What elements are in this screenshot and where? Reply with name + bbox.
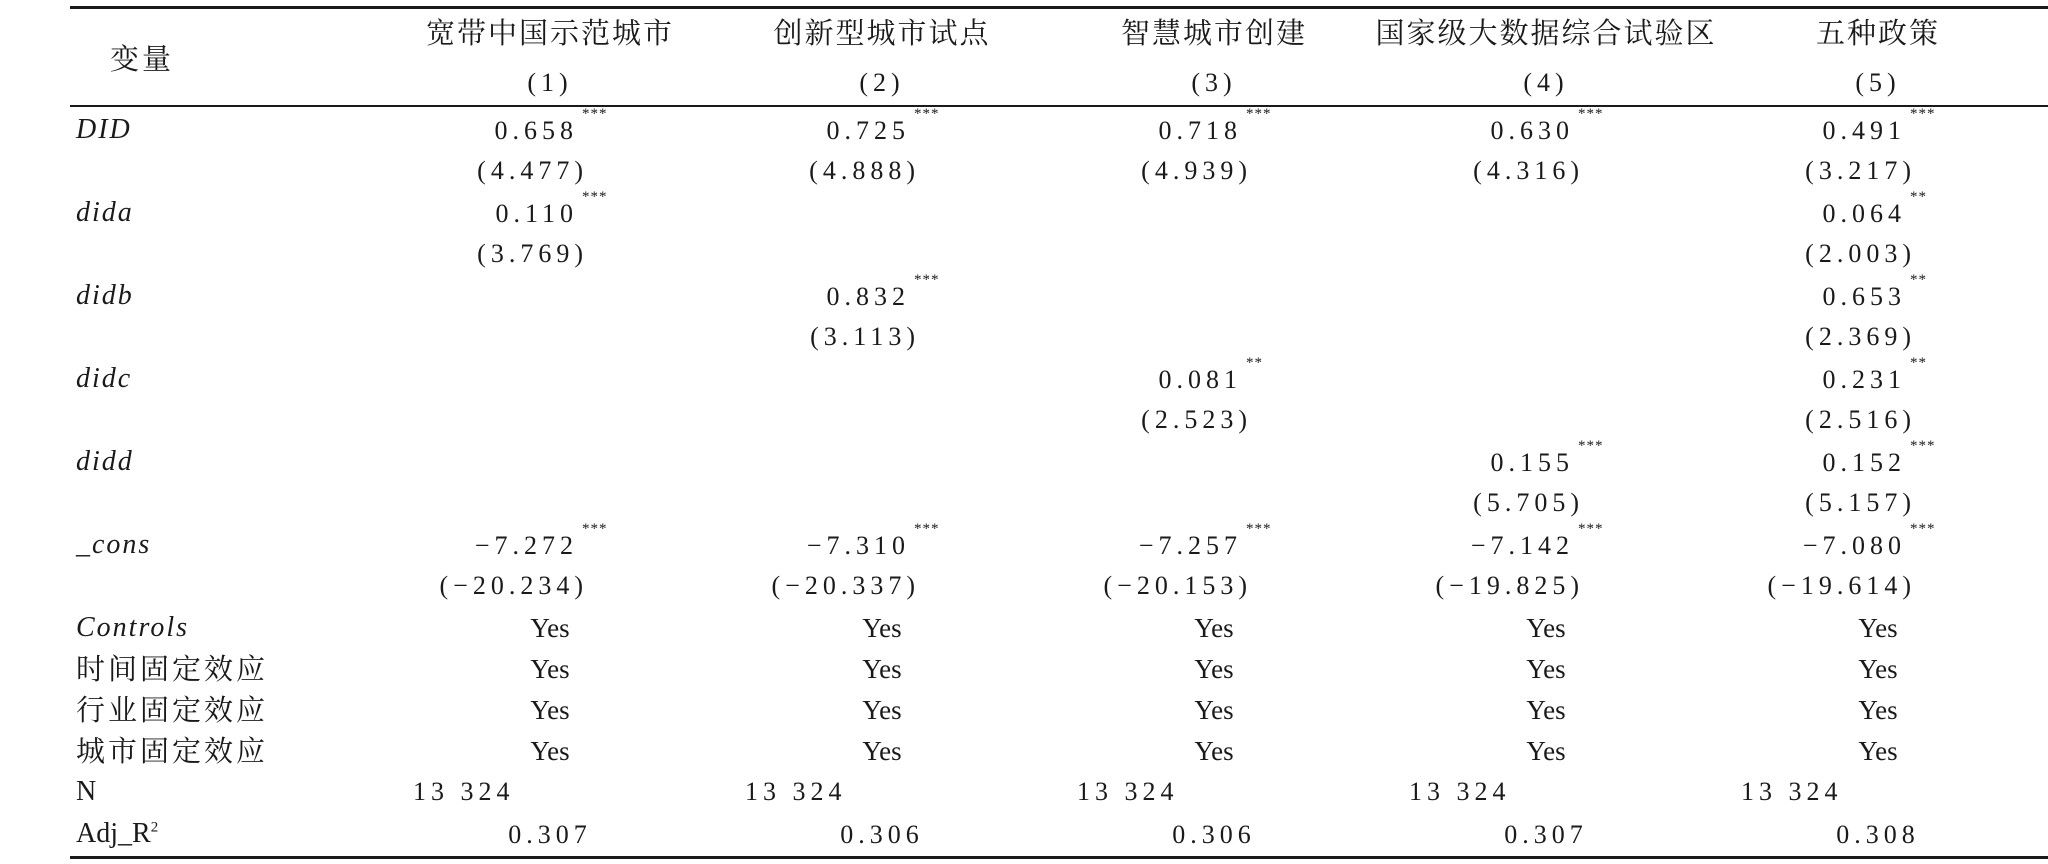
control-indicator: Yes <box>862 613 902 643</box>
adj-r2-value: 0.307 <box>1504 820 1588 849</box>
adj-r2-superscript: 2 <box>150 819 159 836</box>
significance-stars: *** <box>1910 438 1936 454</box>
t-statistic: (4.316) <box>1473 156 1584 185</box>
significance-stars: *** <box>1578 106 1604 122</box>
coefficient-cell <box>826 106 940 145</box>
t-statistic: (3.217) <box>1805 156 1916 185</box>
significance-stars: *** <box>1578 521 1604 537</box>
coefficient-value: 0.081 ** <box>1158 355 1263 394</box>
coefficient-cell <box>1490 106 1604 145</box>
row-label: didc <box>76 363 133 394</box>
significance-stars: *** <box>914 272 940 288</box>
coefficient-value: 0.718 *** <box>1158 106 1272 145</box>
control-indicator: Yes <box>1858 613 1898 643</box>
control-indicator: Yes <box>530 695 570 725</box>
row-label: DID <box>76 114 132 145</box>
coefficient-value: 0.155 *** <box>1490 438 1604 477</box>
control-indicator: Yes <box>1858 654 1898 684</box>
coefficient-value: 0.653 ** <box>1822 272 1927 311</box>
adj-r2-value: 0.308 <box>1836 820 1920 849</box>
coefficient-value: 0.491 *** <box>1822 106 1936 145</box>
coefficient-cell <box>1138 521 1272 560</box>
significance-stars: *** <box>914 521 940 537</box>
coefficient-cell <box>474 521 608 560</box>
significance-stars: *** <box>582 189 608 205</box>
control-row-label: 行业固定效应 <box>76 693 269 727</box>
significance-stars: *** <box>1910 521 1936 537</box>
t-statistic: (2.516) <box>1805 405 1916 434</box>
t-statistic: (−20.337) <box>771 571 920 600</box>
observations-count: 13 324 <box>413 777 515 806</box>
coefficient-value: −7.257 *** <box>1138 521 1272 560</box>
table-bottom-rule <box>70 856 2048 859</box>
t-statistic: (2.003) <box>1805 239 1916 268</box>
significance-stars: ** <box>1910 355 1927 371</box>
significance-stars: *** <box>914 106 940 122</box>
significance-stars: ** <box>1246 355 1263 371</box>
control-indicator: Yes <box>862 695 902 725</box>
significance-stars: *** <box>582 106 608 122</box>
coefficient-cell <box>1802 521 1936 560</box>
table-top-rule <box>70 6 2048 9</box>
t-statistic: (−19.825) <box>1435 571 1584 600</box>
control-row-label: 城市固定效应 <box>76 734 269 768</box>
control-indicator: Yes <box>1194 613 1234 643</box>
coefficient-cell <box>495 189 608 228</box>
significance-stars: ** <box>1910 189 1927 205</box>
observations-count: 13 324 <box>745 777 847 806</box>
coefficient-cell <box>1158 355 1263 394</box>
coefficient-value: 0.832 *** <box>826 272 940 311</box>
coefficient-cell <box>1158 106 1272 145</box>
coefficient-value: 0.110 *** <box>495 189 608 228</box>
observations-count: 13 324 <box>1741 777 1843 806</box>
row-label: _cons <box>76 529 152 560</box>
t-statistic: (4.939) <box>1141 156 1252 185</box>
control-indicator: Yes <box>1194 654 1234 684</box>
row-label: didd <box>76 446 134 477</box>
control-row-label: 时间固定效应 <box>76 652 269 686</box>
coefficient-cell <box>1822 189 1927 228</box>
control-indicator: Yes <box>862 736 902 766</box>
coefficient-value: −7.142 *** <box>1470 521 1604 560</box>
coefficient-cell <box>1822 272 1927 311</box>
column-title: 创新型城市试点 <box>773 16 991 50</box>
t-statistic: (−20.153) <box>1103 571 1252 600</box>
coefficient-cell <box>1822 438 1936 477</box>
column-number: (4) <box>1523 68 1569 97</box>
observations-count: 13 324 <box>1409 777 1511 806</box>
row-label: dida <box>76 197 134 228</box>
coefficient-value: −7.080 *** <box>1802 521 1936 560</box>
control-indicator: Yes <box>1858 736 1898 766</box>
t-statistic: (2.369) <box>1805 322 1916 351</box>
coefficient-value: 0.630 *** <box>1490 106 1604 145</box>
significance-stars: *** <box>1578 438 1604 454</box>
adj-r2-label <box>76 820 158 848</box>
adj-r2-value: 0.306 <box>840 820 924 849</box>
coefficient-cell <box>1470 521 1604 560</box>
coefficient-cell <box>494 106 608 145</box>
significance-stars: *** <box>1246 521 1272 537</box>
t-statistic: (−20.234) <box>439 571 588 600</box>
t-statistic: (5.157) <box>1805 488 1916 517</box>
t-statistic: (4.888) <box>809 156 920 185</box>
coefficient-value: 0.152 *** <box>1822 438 1936 477</box>
coefficient-cell <box>1490 438 1604 477</box>
coefficient-cell <box>806 521 940 560</box>
coefficient-cell <box>1822 355 1927 394</box>
column-title: 国家级大数据综合试验区 <box>1375 16 1717 50</box>
significance-stars: ** <box>1910 272 1927 288</box>
control-indicator: Yes <box>1526 613 1566 643</box>
t-statistic: (−19.614) <box>1767 571 1916 600</box>
significance-stars: *** <box>582 521 608 537</box>
control-row-label: Controls <box>76 612 189 643</box>
row-label: didb <box>76 280 134 311</box>
column-number: (5) <box>1855 68 1901 97</box>
control-indicator: Yes <box>530 654 570 684</box>
coefficient-value: 0.231 ** <box>1822 355 1927 394</box>
n-label: N <box>76 776 97 807</box>
significance-stars: *** <box>1910 106 1936 122</box>
t-statistic: (2.523) <box>1141 405 1252 434</box>
variable-column-header: 变量 <box>110 42 175 76</box>
t-statistic: (3.113) <box>810 322 920 351</box>
significance-stars: *** <box>1246 106 1272 122</box>
coefficient-value: −7.272 *** <box>474 521 608 560</box>
control-indicator: Yes <box>1526 654 1566 684</box>
adj-r2-label-text: Adj_R <box>76 818 151 849</box>
control-indicator: Yes <box>1194 736 1234 766</box>
coefficient-value: 0.658 *** <box>494 106 608 145</box>
column-title: 五种政策 <box>1815 16 1941 50</box>
t-statistic: (3.769) <box>477 239 588 268</box>
t-statistic: (4.477) <box>477 156 588 185</box>
adj-r2-value: 0.306 <box>1172 820 1256 849</box>
column-number: (1) <box>527 68 573 97</box>
coefficient-cell <box>826 272 940 311</box>
control-indicator: Yes <box>1194 695 1234 725</box>
column-title: 宽带中国示范城市 <box>425 16 675 50</box>
column-number: (3) <box>1191 68 1237 97</box>
control-indicator: Yes <box>530 736 570 766</box>
coefficient-value: −7.310 *** <box>806 521 940 560</box>
coefficient-cell <box>1822 106 1936 145</box>
t-statistic: (5.705) <box>1473 488 1584 517</box>
control-indicator: Yes <box>530 613 570 643</box>
observations-count: 13 324 <box>1077 777 1179 806</box>
column-title: 智慧城市创建 <box>1120 16 1308 50</box>
control-indicator: Yes <box>1526 695 1566 725</box>
table-header-rule <box>70 105 2048 107</box>
control-indicator: Yes <box>862 654 902 684</box>
control-indicator: Yes <box>1858 695 1898 725</box>
adj-r2-value: 0.307 <box>508 820 592 849</box>
coefficient-value: 0.725 *** <box>826 106 940 145</box>
coefficient-value: 0.064 ** <box>1822 189 1927 228</box>
control-indicator: Yes <box>1526 736 1566 766</box>
column-number: (2) <box>859 68 905 97</box>
